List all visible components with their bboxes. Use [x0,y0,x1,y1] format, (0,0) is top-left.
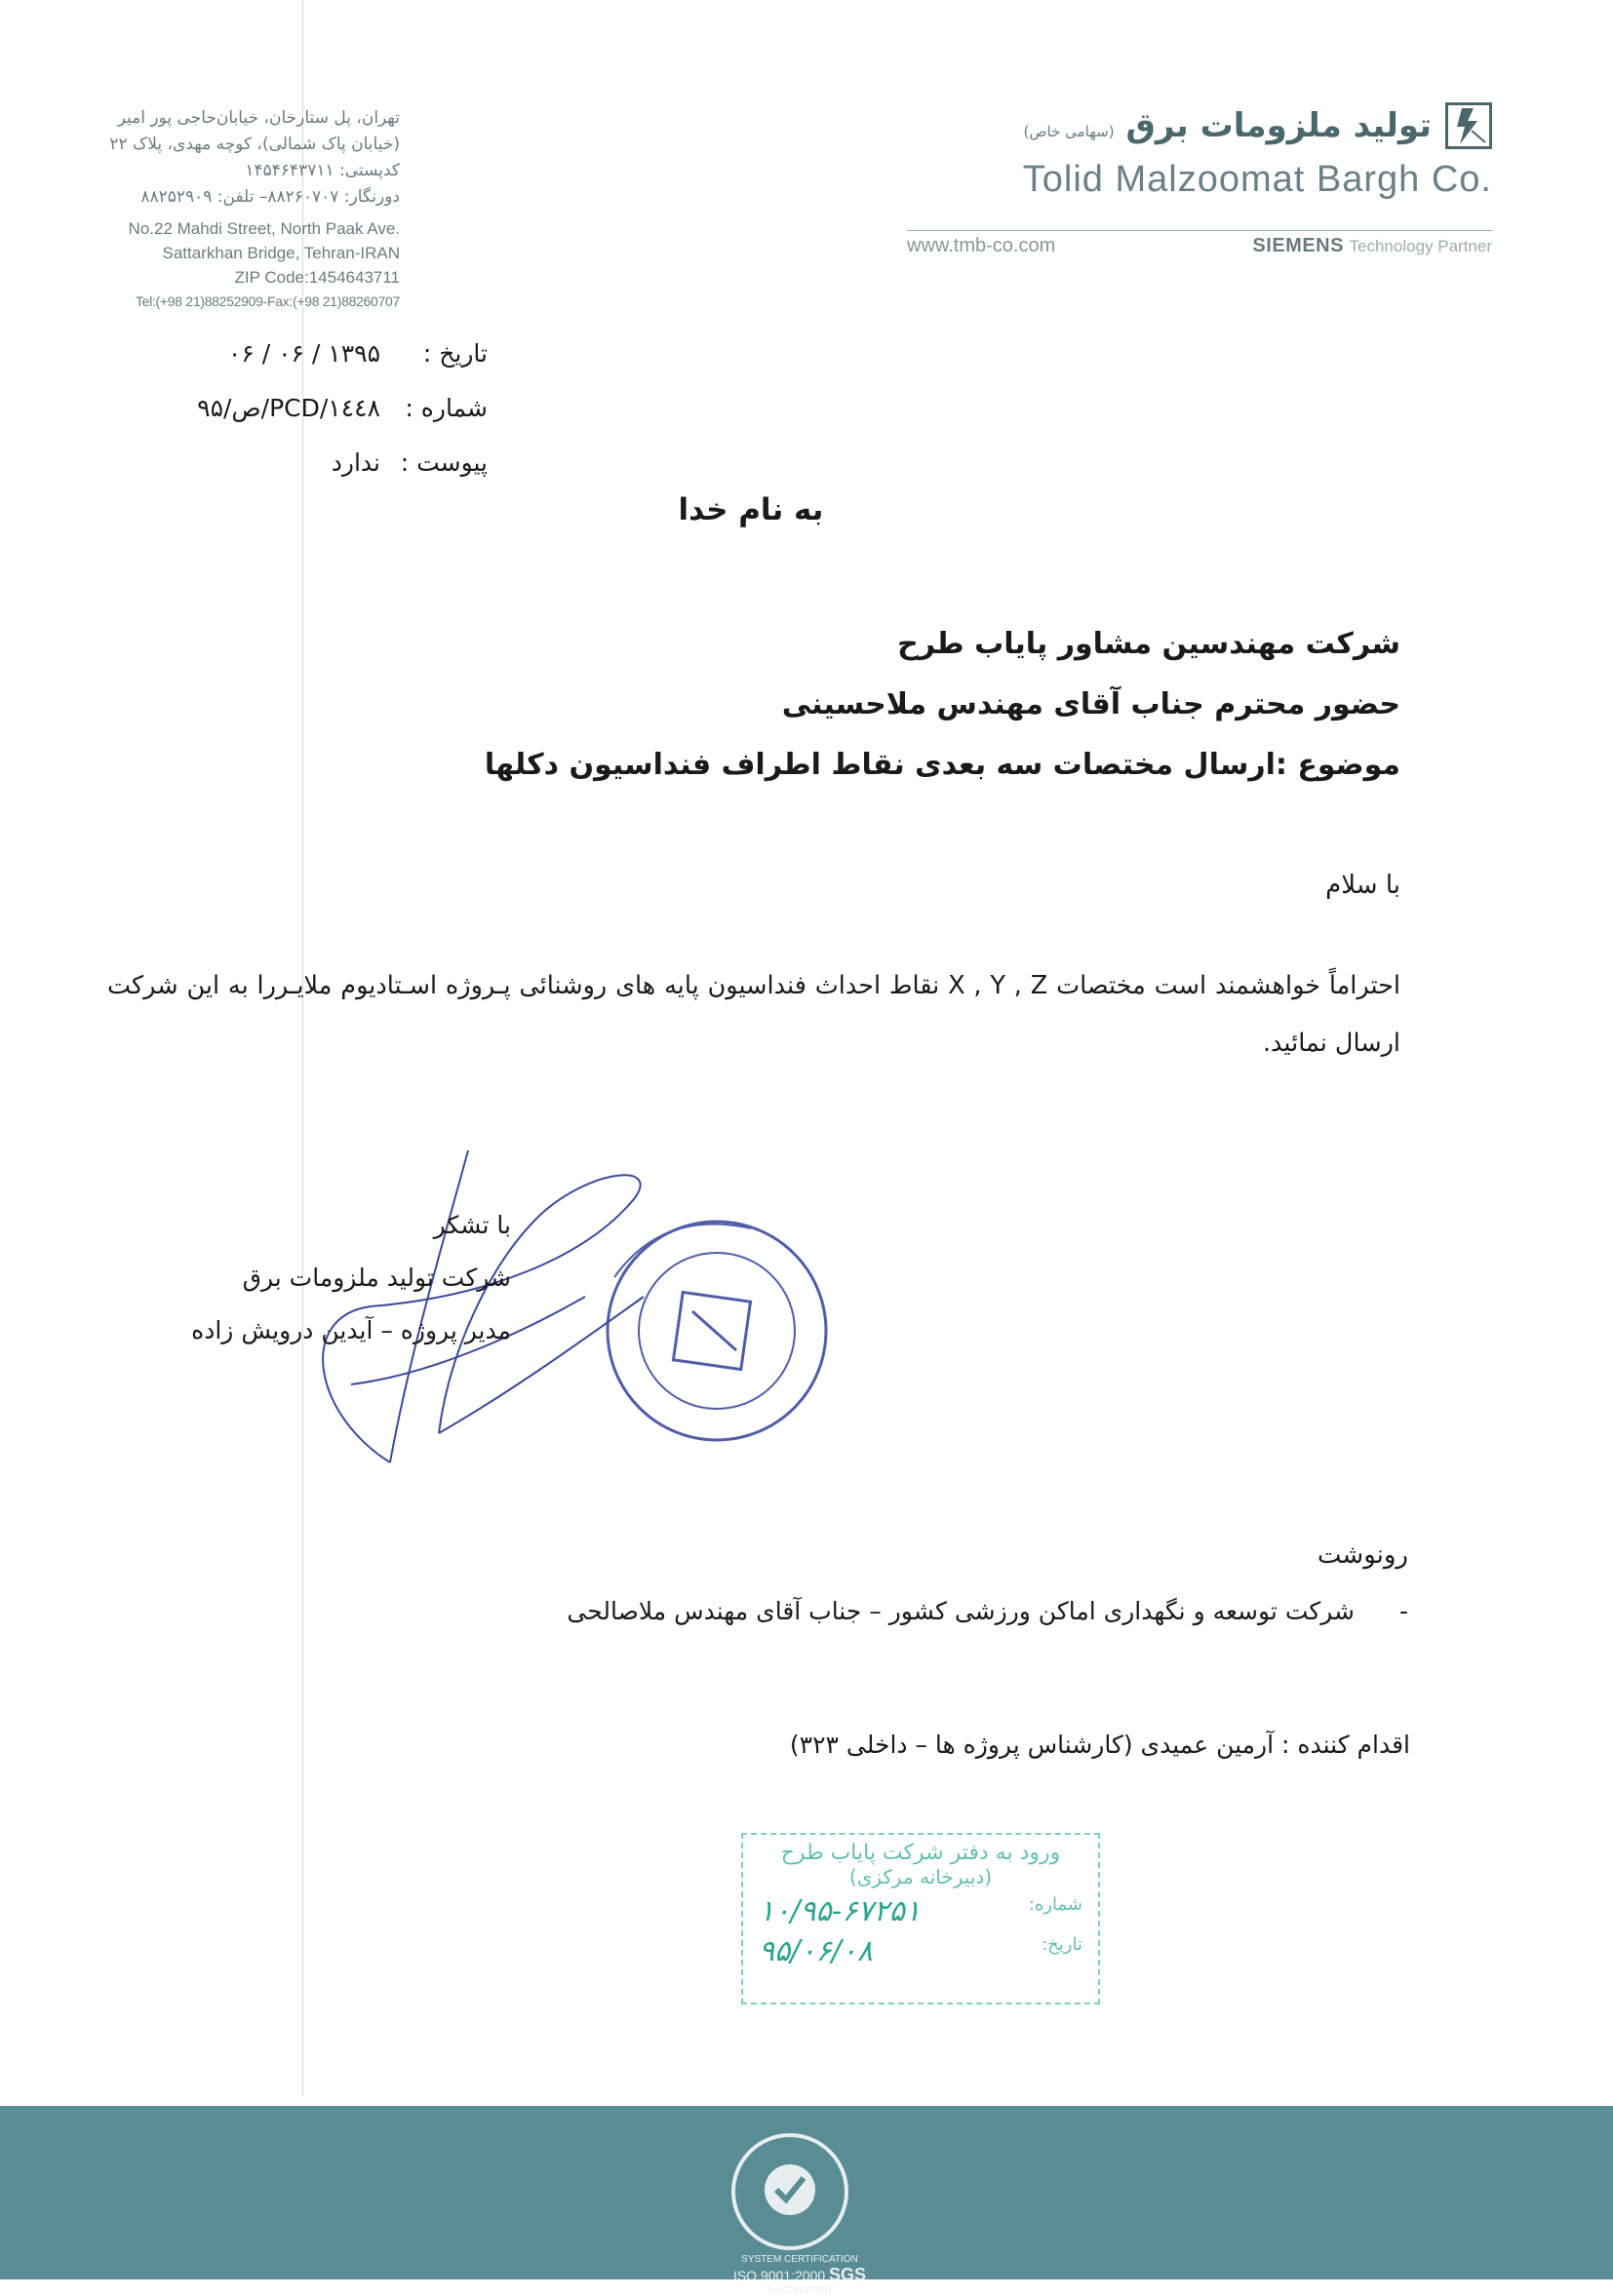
company-suffix: (سهامی خاص) [1023,123,1115,140]
cc-title: رونوشت [1317,1540,1408,1570]
number-label: شماره : [405,394,488,422]
attach-value: ندارد [331,448,380,477]
letter-subject: موضوع :ارسال مختصات سه بعدی نقاط اطراف فنداسیون دکلها [484,748,1400,782]
address-en-line4: Tel:(+98 21)88252909-Fax:(+98 21)88260707 [135,293,400,309]
stamp-number-label: شماره: [1028,1894,1082,1915]
address-en-line2: Sattarkhan Bridge, Tehran-IRAN [162,244,400,262]
stamp-number-row [743,1894,1098,1928]
iso-certification-icon [731,2133,848,2250]
company-name-en: Tolid Malzoomat Bargh Co. [1022,159,1492,200]
stamp-line1: ورود به دفتر شرکت پایاب طرح [780,1841,1061,1865]
address-en-line1: No.22 Mahdi Street, North Paak Ave. [128,219,400,238]
partner-text: Technology Partner [1349,237,1492,255]
letter-body: احتراماً خواهشمند است مختصات X , Y , Z نقاط احداث فنداسیون پایه های روشنائی پـروژه اسـتادیوم ملایـررا به این شرکت ارسال نمائید. [107,971,1400,1058]
letter-title: به نام خدا [678,492,824,527]
meta-attach-row [107,436,488,490]
address-fa-line2: (خیابان پاک شمالی)، کوچه مهدی، پلاک ۲۲ [109,135,400,154]
number-value: PCD/۱٤٤٨/ص/۹۵ [197,394,380,422]
cert-top-text: SYSTEM CERTIFICATION [741,2254,858,2265]
cert-number-text: No.CH03/0804 [767,2285,833,2296]
cc-dash: - [1398,1597,1408,1625]
address-fa-line3: کدپستی: ۱۴۵۴۶۴۳۷۱۱ [245,161,400,180]
stamp-line2: (دبیرخانه مرکزی) [848,1865,993,1888]
date-label: تاریخ : [422,339,488,368]
stamp-date-value: ۹۵/۰۶/۰۸ [759,1934,873,1968]
company-name-fa-text: تولید ملزومات برق [1125,106,1432,145]
signer-company: شرکت تولید ملزومات برق [242,1264,511,1292]
closing-text: با تشکر [433,1211,511,1239]
cc-recipient-text: شرکت توسعه و نگهداری اماکن ورزشی کشور – جناب آقای مهندس ملاصالحی [567,1597,1356,1625]
signer-person: مدیر پروژه – آیدین درویش زاده [191,1316,511,1344]
partner-badge [1252,235,1492,257]
company-seal-icon [608,1222,826,1440]
stamp-number-value: ۱۰/۹۵-۶۷۲۵۱ [759,1894,921,1928]
meta-date-row [107,327,488,381]
partner-brand: SIEMENS [1252,235,1344,256]
recipient-company: شرکت مهندسین مشاور پایاب طرح [897,627,1400,661]
meta-number-row [107,381,488,436]
company-website: www.tmb-co.com [907,235,1056,256]
certification-label [731,2254,868,2296]
date-value: ۱۳۹۵ / ۰۶ / ۰۶ [227,339,380,368]
header-divider [907,230,1492,231]
signature-block [170,1199,511,1357]
letter-meta [107,327,488,490]
stamp-date-row [743,1934,1098,1968]
company-address [59,105,400,314]
cert-iso-text: ISO 9001:2000 [732,2268,826,2283]
address-fa-line4: دورنگار: ۸۸۲۶۰۷۰۷– تلفن: ۸۸۲۵۲۹۰۹ [140,187,400,207]
action-by: اقدام کننده : آرمین عمیدی (کارشناس پروژه ها – داخلی ۳۲۳) [789,1731,1410,1759]
greeting: با سلام [1325,871,1400,900]
company-header [907,102,1492,257]
recipient-person: حضور محترم جناب آقای مهندس ملاحسینی [781,687,1400,721]
address-fa-line1: تهران، پل ستارخان، خیابان‌حاجی پور امیر [117,108,400,128]
address-en-line3: ZIP Code:1454643711 [234,268,400,287]
attach-label: پیوست : [400,448,488,477]
stamp-date-label: تاریخ: [1042,1934,1082,1955]
recipient-block [328,614,1400,796]
cert-body-text: SGS [829,2265,867,2284]
received-stamp [741,1833,1100,2004]
cc-recipient [567,1597,1408,1625]
company-name-fa [1024,106,1432,145]
lightning-logo-icon [1445,102,1492,149]
